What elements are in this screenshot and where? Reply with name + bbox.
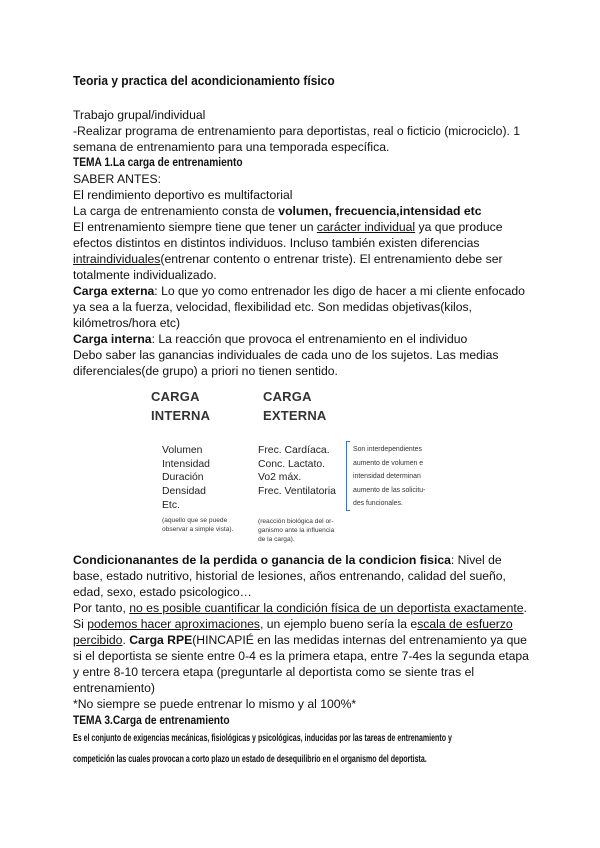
paragraph-line: SABER ANTES: bbox=[73, 172, 162, 186]
paragraph-line: El rendimiento deportivo es multifactorial bbox=[73, 188, 293, 202]
text-run: . bbox=[122, 633, 130, 647]
emphasis-text: Carga externa bbox=[73, 284, 155, 298]
side-note-line: aumento de volumen e bbox=[353, 459, 424, 467]
carga-comparison-figure bbox=[148, 383, 450, 549]
interna-item: Duración bbox=[162, 472, 204, 484]
interna-item: Etc. bbox=[162, 499, 180, 511]
text-run: Si bbox=[73, 617, 88, 631]
text-run: Por tanto, bbox=[73, 601, 130, 615]
paragraph-line: base, estado nutritivo, historial de lesiones, años entrenando, calidad del sueño, bbox=[73, 569, 506, 583]
text-run: : Nivel de bbox=[450, 553, 502, 567]
definition-line: Es el conjunto de exigencias mecánicas, fisiológicas y psicológicas, inducidas por las tareas de entrenamiento y bbox=[73, 733, 452, 744]
externa-note: ganismo ante la influencia bbox=[258, 527, 335, 534]
paragraph-line bbox=[73, 284, 525, 299]
emphasis-text: volumen, frecuencia,intensidad etc bbox=[278, 204, 482, 218]
bracket-divider bbox=[346, 441, 350, 511]
paragraph-line: si el deportista se siente entre 0-4 es la primera etapa, entre 7-4es la segunda etapa bbox=[73, 649, 529, 663]
text-run: , un ejemplo bueno sería la e bbox=[259, 617, 418, 631]
side-note-line: des funcionales. bbox=[353, 500, 403, 508]
figure-heading-externa-2: EXTERNA bbox=[263, 408, 327, 423]
emphasis-text: Carga interna bbox=[73, 332, 152, 346]
externa-item: Vo2 máx. bbox=[258, 472, 302, 484]
underlined-text: percibido bbox=[73, 633, 123, 647]
paragraph-line bbox=[73, 332, 467, 347]
text-run: ya que produce bbox=[415, 220, 503, 234]
text-run: El entrenamiento siempre tiene que tener un bbox=[73, 220, 317, 234]
emphasis-text: Condicionanantes de la perdida o ganancia de la condicion fisica bbox=[73, 553, 451, 567]
paragraph-line: -Realizar programa de entrenamiento para deportistas, real o ficticio (microciclo). 1 bbox=[73, 124, 521, 138]
section-heading-tema-3: TEMA 3.Carga de entrenamiento bbox=[73, 713, 230, 727]
underlined-text: carácter individual bbox=[316, 220, 416, 234]
paragraph-line: efectos distintos en distintos individuos. Incluso también existen diferencias bbox=[73, 236, 480, 250]
paragraph-line: Trabajo grupal/individual bbox=[73, 108, 206, 122]
side-note-line: Son interdependientes bbox=[353, 446, 422, 453]
figure-heading-interna-2: INTERNA bbox=[151, 408, 211, 423]
underlined-text: scala de esfuerzo bbox=[417, 617, 513, 631]
paragraph-line bbox=[73, 601, 527, 616]
text-run: . bbox=[523, 601, 527, 615]
interna-item: Volumen bbox=[162, 445, 203, 456]
paragraph-line bbox=[73, 553, 502, 568]
figure-heading-externa-1: CARGA bbox=[263, 389, 312, 404]
paragraph-line bbox=[73, 220, 503, 235]
externa-item: Frec. Cardíaca. bbox=[258, 445, 330, 456]
side-note-line: aumento de las solicitu- bbox=[353, 486, 426, 494]
externa-item: Frec. Ventilatoria bbox=[258, 486, 336, 498]
underlined-text: no es posible cuantificar la condición física de un deportista exactamente bbox=[129, 601, 524, 615]
interna-note: (aquello que se puede bbox=[162, 517, 228, 524]
text-run: (HINCAPIÉ en las medidas internas del entrenamiento ya que bbox=[192, 633, 527, 647]
emphasis-text: Carga RPE bbox=[129, 633, 193, 647]
paragraph-line: y entre 8-10 tercera etapa (preguntarle al deportista como se siente tras el bbox=[73, 665, 475, 679]
externa-note: (reacción biológica del or- bbox=[258, 518, 334, 525]
paragraph-line bbox=[73, 633, 527, 648]
paragraph-line: kilómetros/hora etc) bbox=[73, 316, 181, 330]
paragraph-line: edad, sexo, estado psicologico… bbox=[73, 585, 252, 599]
paragraph-line: ya sea a la fuerza, velocidad, flexibilidad etc. Son medidas objetivas(kilos, bbox=[73, 300, 473, 314]
document-title: Teoria y practica del acondicionamiento físico bbox=[73, 73, 335, 88]
paragraph-line bbox=[73, 252, 503, 267]
interna-item: Densidad bbox=[162, 486, 206, 498]
text-run: La carga de entrenamiento consta de bbox=[73, 204, 279, 218]
paragraph-line: semana de entrenamiento para una temporada específica. bbox=[73, 140, 390, 154]
paragraph-line: *No siempre se puede entrenar lo mismo y al 100%* bbox=[73, 697, 357, 711]
paragraph-line bbox=[73, 617, 513, 632]
section-heading-tema-1: TEMA 1.La carga de entrenamiento bbox=[73, 155, 243, 169]
interna-item: Intensidad bbox=[162, 458, 210, 470]
paragraph-line: Debo saber las ganancias individuales de cada uno de los sujetos. Las medias bbox=[73, 348, 499, 362]
text-run: : La reacción que provoca el entrenamiento en el individuo bbox=[151, 332, 468, 346]
underlined-text: intraindividuales bbox=[73, 252, 161, 266]
underlined-text: podemos hacer aproximaciones bbox=[87, 617, 260, 631]
figure-heading-interna-1: CARGA bbox=[151, 389, 200, 404]
side-note-line: intensidad determinan bbox=[353, 473, 421, 481]
definition-line: competición las cuales provocan a corto plazo un estado de desequilibrio en el organismo del deportista. bbox=[73, 754, 427, 765]
interna-note: observar a simple vista). bbox=[162, 526, 234, 533]
paragraph-line bbox=[73, 204, 481, 219]
text-run: (entrenar contento o entrenar triste). El entrenamiento debe ser bbox=[160, 252, 503, 266]
paragraph-line: totalmente individualizado. bbox=[73, 268, 217, 282]
paragraph-line: diferenciales(de grupo) a priori no tienen sentido. bbox=[73, 364, 338, 378]
text-run: : Lo que yo como entrenador les digo de hacer a mi cliente enfocado bbox=[154, 284, 525, 298]
externa-note: de la carga). bbox=[258, 536, 295, 543]
externa-item: Conc. Lactato. bbox=[258, 458, 326, 470]
paragraph-line: entrenamiento) bbox=[73, 681, 155, 695]
